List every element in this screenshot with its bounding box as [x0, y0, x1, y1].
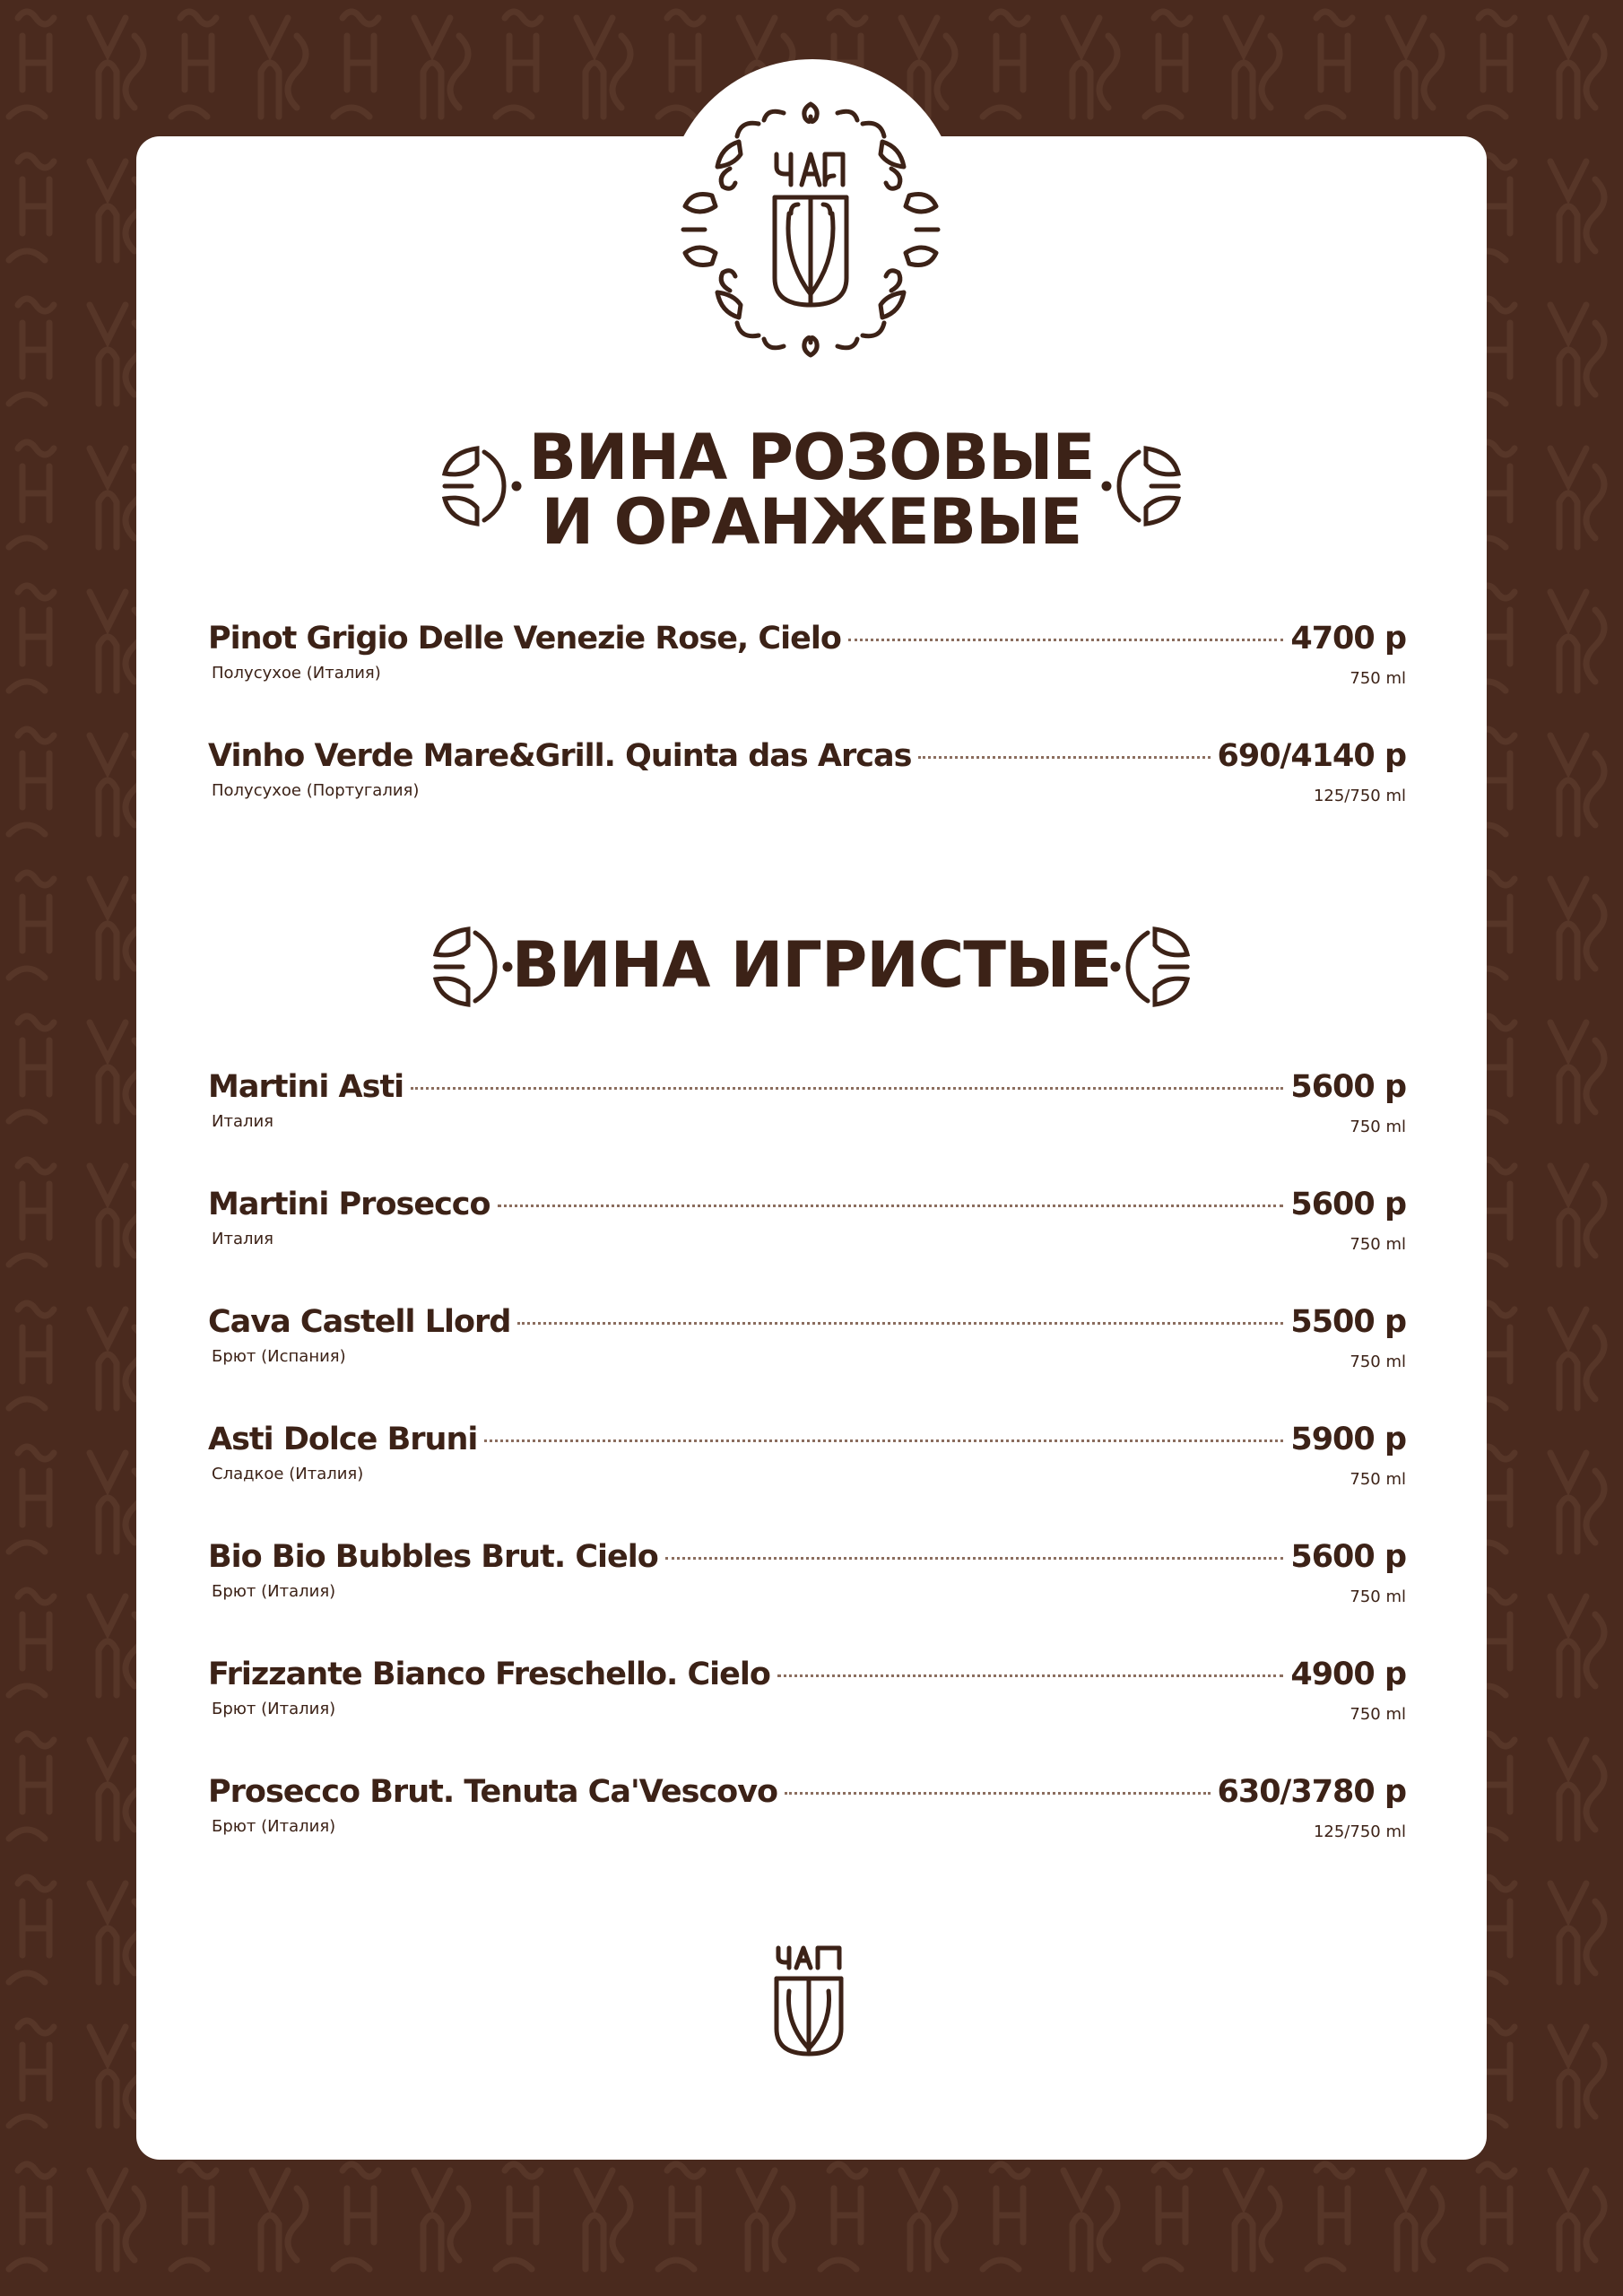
item-volume: 750 ml [1350, 1587, 1406, 1606]
item-price: 5600 р [1290, 1187, 1406, 1222]
item-name: Martini Asti [208, 1069, 404, 1105]
menu-item [208, 1304, 1406, 1376]
item-description: Брют (Италия) [212, 1582, 336, 1601]
dot-leader [777, 1674, 1283, 1677]
item-name: Martini Prosecco [208, 1187, 490, 1222]
item-price: 630/3780 р [1217, 1774, 1406, 1810]
item-description: Брют (Италия) [212, 1817, 336, 1836]
dot-leader [918, 756, 1210, 759]
item-price: 5600 р [1290, 1539, 1406, 1575]
item-price: 690/4140 р [1217, 738, 1406, 774]
menu-item [208, 1539, 1406, 1611]
item-description: Брют (Испания) [212, 1347, 346, 1366]
leaf-ornament-left-icon [432, 920, 515, 1013]
item-price: 4700 р [1290, 621, 1406, 657]
dot-leader [785, 1792, 1210, 1795]
item-description: Италия [212, 1230, 274, 1248]
item-volume: 750 ml [1350, 669, 1406, 688]
item-volume: 750 ml [1350, 1118, 1406, 1136]
menu-item [208, 1422, 1406, 1493]
section-title-line1: ВИНА ИГРИСТЫЕ [511, 928, 1112, 1002]
menu-item [208, 1069, 1406, 1141]
menu-item [208, 738, 1406, 810]
item-price: 5500 р [1290, 1304, 1406, 1340]
section-title-sparkling [136, 928, 1487, 1002]
item-description: Италия [212, 1112, 274, 1131]
item-description: Брют (Италия) [212, 1700, 336, 1718]
dot-leader [665, 1557, 1284, 1560]
item-price: 5900 р [1290, 1422, 1406, 1457]
item-name: Pinot Grigio Delle Venezie Rose, Cielo [208, 621, 841, 657]
item-name: Bio Bio Bubbles Brut. Cielo [208, 1539, 658, 1575]
item-description: Сладкое (Италия) [212, 1465, 364, 1483]
item-volume: 750 ml [1350, 1470, 1406, 1489]
menu-item [208, 1774, 1406, 1846]
dot-leader [517, 1322, 1283, 1325]
item-name: Vinho Verde Mare&Grill. Quinta das Arcas [208, 738, 912, 774]
section-title-rose-orange [136, 421, 1487, 559]
leaf-ornament-left-icon [441, 439, 524, 533]
chai-small-logo-icon [771, 1943, 846, 2059]
item-description: Полусухое (Португалия) [212, 781, 420, 800]
dot-leader [848, 639, 1283, 641]
leaf-ornament-right-icon [1108, 920, 1191, 1013]
item-price: 4900 р [1290, 1657, 1406, 1692]
item-description: Полусухое (Италия) [212, 664, 381, 683]
item-volume: 750 ml [1350, 1352, 1406, 1371]
chai-logo-icon [676, 97, 945, 362]
item-volume: 750 ml [1350, 1705, 1406, 1724]
item-volume: 125/750 ml [1313, 787, 1406, 805]
menu-item [208, 621, 1406, 692]
item-volume: 750 ml [1350, 1235, 1406, 1254]
item-name: Prosecco Brut. Tenuta Ca'Vescovo [208, 1774, 778, 1810]
dot-leader [484, 1439, 1283, 1442]
dot-leader [411, 1087, 1283, 1090]
item-volume: 125/750 ml [1313, 1822, 1406, 1841]
section-title-line1: ВИНА РОЗОВЫЕ [528, 421, 1095, 494]
item-name: Frizzante Bianco Freschello. Cielo [208, 1657, 770, 1692]
menu-item [208, 1187, 1406, 1258]
leaf-ornament-right-icon [1099, 439, 1182, 533]
item-name: Asti Dolce Bruni [208, 1422, 478, 1457]
section-title-line2: И ОРАНЖЕВЫЕ [541, 485, 1082, 559]
dot-leader [498, 1205, 1284, 1207]
item-name: Cava Castell Llord [208, 1304, 511, 1340]
item-price: 5600 р [1290, 1069, 1406, 1105]
menu-item [208, 1657, 1406, 1728]
